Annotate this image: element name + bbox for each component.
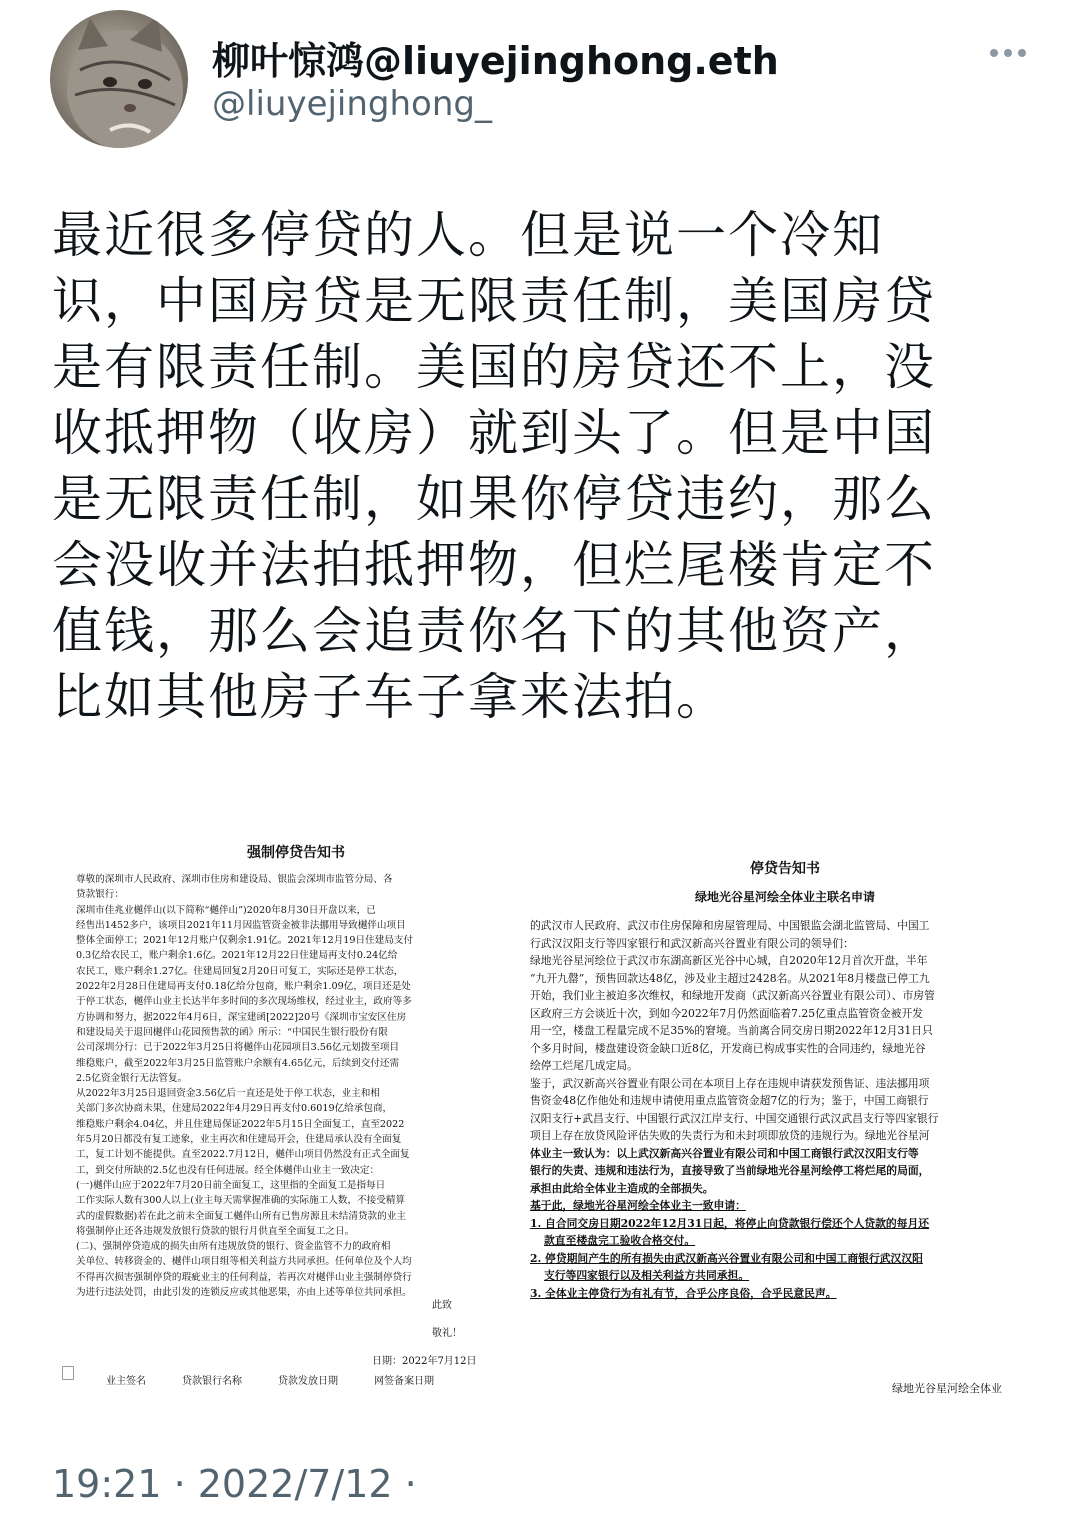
doc-line: 深圳市佳兆业樾伴山(以下简称“樾伴山”)2020年8月30日开盘以来，已 [76, 904, 376, 916]
doc-line: 将强制停止还各违规发放银行贷款的银行月供直至全面复工之日。 [76, 1225, 355, 1237]
doc-line: 工，复工计划不能提供。直至2022.7月12日，樾伴山项目仍然没有正式全面复 [76, 1149, 410, 1161]
doc-line: 方协调和努力，据2022年4月6日，深宝建函[2022]20号《深圳市宝安区住房 [76, 1011, 407, 1023]
doc-line: 从2022年3月25日退回资金3.56亿后一直还是处于停工状态，业主和相 [76, 1088, 380, 1100]
doc-line: (一)樾伴山应于2022年7月20日前全面复工，这里指的全面复工是指每日 [76, 1179, 386, 1191]
doc-line: 关单位、转移资金的、樾伴山项目组等相关利益方共同承担。任何单位及个人均 [76, 1256, 412, 1268]
doc-line: 维稳账户剩余4.04亿，并且住建局保证2022年5月15日全面复工，直至2022 [76, 1118, 405, 1130]
item-text: 自合同交房日期2022年12月31日起，将停止向贷款银行偿还个人贷款的每月还 [545, 1216, 930, 1230]
item-num: 1. [530, 1216, 542, 1230]
doc-line: (二)、强制停贷造成的损失由所有违规放贷的银行、资金监管不力的政府相 [76, 1241, 391, 1253]
doc-line: 2022年2月28日住建局再支付0.18亿给分包商，账户剩余1.09亿，项目还是处 [76, 981, 411, 993]
doc-line: 贷款银行： [76, 889, 124, 901]
tweet-line: 收抵押物（收房）就到头了。但是中国 [52, 404, 936, 462]
doc-item [530, 1285, 1040, 1303]
doc-line: 绿地光谷星河绘位于武汉市东湖高新区光谷中心城，自2020年12月首次开盘，半年 [530, 954, 928, 967]
doc-line: 售资金48亿作他处和违规申请使用重点监管资金超7亿的行为；鉴于，中国工商银行 [530, 1094, 929, 1107]
sig-header: 贷款银行名称 [182, 1376, 242, 1387]
doc-line: 用一空，楼盘工程量完成不足35%的窘境。当前离合同交房日期2022年12月31日只 [530, 1024, 933, 1037]
doc-line: 工，到交付所缺的2.5亿也没有任何进展。经全体樾伴山业主一致决定： [76, 1164, 380, 1176]
document-icon [62, 1366, 74, 1380]
sig-header: 网签备案日期 [374, 1376, 434, 1387]
doc-closing: 此致 [432, 1300, 452, 1311]
doc-line: 于停工状态，樾伴山业主长达半年多时间的多次现场维权，经过业主，政府等多 [76, 996, 412, 1008]
tweet-line: 是有限责任制。美国的房贷还不上，没 [52, 338, 936, 396]
doc-line: 个多月时间，楼盘建设资金缺口近8亿，开发商已构成事实性的合同违约，绿地光谷 [530, 1041, 926, 1055]
tweet-line: 值钱，那么会追责你名下的其他资产， [52, 602, 936, 660]
more-options-icon[interactable] [984, 38, 1032, 68]
doc-line: “九开九罄”，预售回款达48亿，涉及业主超过2428名。从2021年8月楼盘已停工九 [530, 971, 930, 985]
doc-line: 行武汉汉阳支行等四家银行和武汉新高兴谷置业有限公司的领导们： [530, 936, 854, 950]
sig-header: 贷款发放日期 [278, 1376, 338, 1387]
item-num: 3. [530, 1286, 542, 1300]
item-num: 2. [530, 1251, 542, 1265]
doc-line: 项目上存在放贷风险评估失败的失责行为和未封项即放贷的违规行为。绿地光谷星河 [530, 1129, 930, 1142]
doc-line: 和建设局关于退回樾伴山花园预售款的函》所示：“中国民生银行股份有限 [76, 1026, 388, 1038]
doc-line: 2.5亿资金银行无法管复。 [76, 1072, 188, 1084]
avatar[interactable] [50, 10, 188, 148]
doc-line: 经售出1452多户，该项目2021年11月因监管资金被非法挪用导致樾伴山项目 [76, 919, 406, 931]
doc-line: 为进行违法处罚，由此引发的连锁反应或其他恶果，亦由上述等单位共同承担。 [76, 1287, 412, 1299]
doc-line: 尊敬的深圳市人民政府、深圳市住房和建设局、银监会深圳市监管分局、各 [76, 874, 393, 885]
doc-line: 体业主一致认为：以上武汉新高兴谷置业有限公司和中国工商银行武汉汉阳支行等 [530, 1146, 919, 1160]
doc-item [530, 1215, 1040, 1233]
doc-closing: 敬礼！ [432, 1328, 462, 1339]
tweet-line: 比如其他房子车子拿来法拍。 [52, 668, 728, 726]
cat-avatar-icon [50, 10, 188, 148]
doc-footer: 绿地光谷星河绘全体业 [892, 1382, 1002, 1395]
doc-line: 农民工，账户剩余1.27亿。住建局回复2月20日可复工，实际还是停工状态， [76, 965, 404, 977]
signature-table-header [106, 1372, 434, 1387]
tweet-line: 是无限责任制，如果你停贷违约，那么 [52, 470, 936, 528]
doc-item [530, 1232, 1040, 1250]
attached-image-left[interactable] [76, 842, 516, 1408]
tweet-text [52, 202, 1042, 730]
doc-title: 强制停贷告知书 [247, 845, 345, 861]
item-text: 支行等四家银行以及相关利益方共同承担。 [544, 1269, 750, 1282]
display-name[interactable]: 柳叶惊鸿@liuyejinghong.eth [212, 39, 779, 83]
doc-line: 区政府三方会谈近十次，到如今2022年7月仍然面临着7.25亿重点监管资金被开发 [530, 1006, 924, 1020]
doc-line: 的武汉市人民政府、武汉市住房保障和房屋管理局、中国银监会湖北监管局、中国工 [530, 919, 930, 932]
tweet-line: 识，中国房贷是无限责任制，美国房贷 [52, 272, 936, 330]
doc-intro: 基于此，绿地光谷星河绘全体业主一致申请： [530, 1199, 746, 1212]
item-text: 全体业主停贷行为有礼有节，合乎公序良俗，合乎民意民声。 [545, 1286, 837, 1300]
doc-line: 式的虚假数据)若在此之前未全面复工樾伴山所有已售房源且未结清贷款的业主 [76, 1210, 406, 1222]
doc-line: 汉阳支行+武昌支行、中国银行武汉江岸支行、中国交通银行武汉武昌支行等四家银行 [530, 1111, 939, 1125]
doc-date: 日期：2022年7月12日 [372, 1356, 477, 1367]
doc-item [530, 1250, 1040, 1268]
doc-item [530, 1267, 1040, 1285]
tweet-line: 会没收并法拍抵押物，但烂尾楼肯定不 [52, 536, 936, 594]
doc-line: 整体全面停工；2021年12月账户仅剩余1.91亿。2021年12月19日住建局支付 [76, 935, 414, 947]
doc-line: 0.3亿给农民工，账户剩余1.6亿。2021年12月22日住建局再支付0.24亿给 [76, 950, 398, 962]
doc-line: 工作实际人数有300人以上(业主每天需掌握准确的实际施工人数，不接受精算 [76, 1195, 406, 1207]
doc-line: 年5月20日都没有复工迹象，业主再次和住建局开会，住建局承认没有全面复 [76, 1134, 402, 1146]
doc-line: 承担由此给全体业主造成的全部损失。 [530, 1181, 714, 1195]
tweet-header [0, 0, 1080, 160]
doc-subtitle: 绿地光谷星河绘全体业主联名申请 [694, 890, 875, 904]
doc-line: 开始，我们业主被迫多次维权，和绿地开发商（武汉新高兴谷置业有限公司）、市房管 [530, 989, 935, 1002]
sig-header: 业主签名 [106, 1376, 146, 1387]
doc-line: 银行的失责、违规和违法行为，直接导致了当前绿地光谷星河绘停工将烂尾的局面， [530, 1164, 930, 1177]
doc-line: 关部门多次协商未果，住建局2022年4月29日再支付0.6019亿给承包商， [76, 1103, 393, 1115]
doc-title: 停贷告知书 [750, 861, 820, 877]
tweet-line: 最近很多停贷的人。但是说一个冷知 [52, 206, 884, 264]
doc-line: 鉴于，武汉新高兴谷置业有限公司在本项目上存在违规申请获发预售证、违法挪用项 [530, 1076, 930, 1090]
doc-line: 绘停工烂尾几成定局。 [530, 1059, 638, 1072]
attached-image-right[interactable] [530, 858, 1040, 1408]
item-text: 款直至楼盘完工验收合格交付。 [544, 1234, 696, 1247]
tweet-timestamp[interactable]: 19:21 · 2022/7/12 · [52, 1462, 417, 1506]
user-handle[interactable]: @liuyejinghong_ [212, 84, 492, 124]
doc-line: 维稳账户，截至2022年3月25日监管账户余额有4.65亿元，后续到交付还需 [76, 1057, 400, 1069]
doc-line: 不得再次损害强制停贷的瑕疵业主的任何利益，若再次对樾伴山业主强制停贷行 [76, 1271, 412, 1283]
doc-line: 公司深圳分行：已于2022年3月25日将樾伴山花园项目3.56亿元划拨至项目 [76, 1042, 400, 1054]
item-text: 停贷期间产生的所有损失由武汉新高兴谷置业有限公司和中国工商银行武汉汉阳 [545, 1251, 923, 1265]
